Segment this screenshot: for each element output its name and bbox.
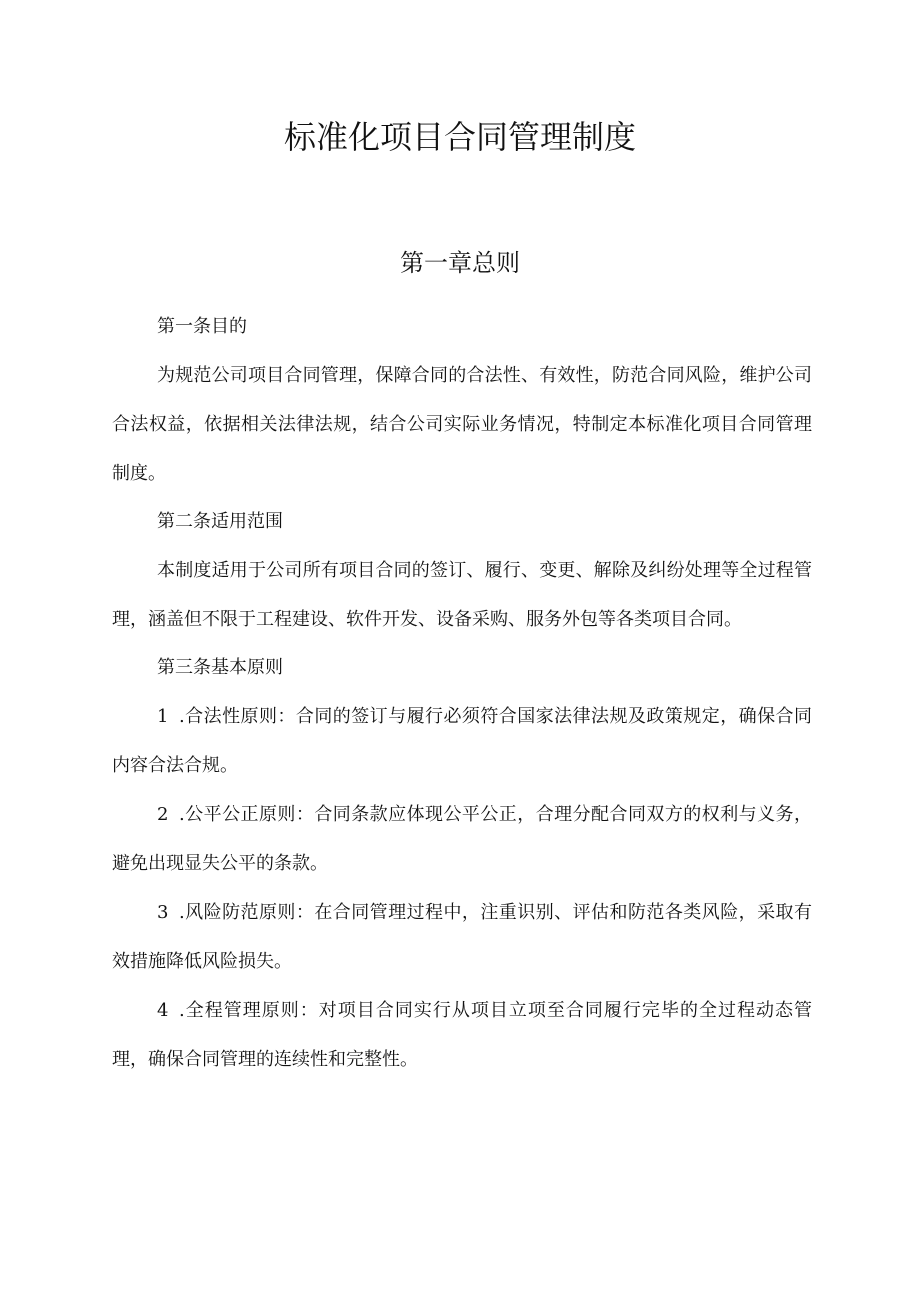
chapter-title: 第一章总则 [400, 249, 520, 277]
principle-text: .公平公正原则：合同条款应体现公平公正，合理分配合同双方的权利与义务，避免出现显失公平的条款。 [112, 804, 812, 874]
article-heading: 第一条目的 [157, 316, 247, 337]
article-2 [112, 498, 812, 644]
principle-item [112, 986, 812, 1084]
article-paragraph: 为规范公司项目合同管理，保障合同的合法性、有效性，防范合同风险，维护公司合法权益，依据相关法律法规，结合公司实际业务情况，特制定本标准化项目合同管理制度。 [112, 365, 812, 484]
article-heading: 第二条适用范围 [157, 511, 283, 532]
principle-number: 2 [157, 804, 169, 825]
principle-text: .全程管理原则：对项目合同实行从项目立项至合同履行完毕的全过程动态管理，确保合同管理的连续性和完整性。 [112, 1000, 812, 1070]
principle-number: 4 [157, 1000, 169, 1021]
article-1 [112, 303, 812, 498]
principle-number: 3 [157, 902, 169, 923]
principle-text: .合法性原则：合同的签订与履行必须符合国家法律法规及政策规定，确保合同内容合法合规。 [112, 706, 812, 776]
document-title: 标准化项目合同管理制度 [283, 118, 636, 156]
article-heading: 第三条基本原则 [157, 657, 283, 678]
principle-text: .风险防范原则：在合同管理过程中，注重识别、评估和防范各类风险，采取有效措施降低风险损失。 [112, 902, 812, 972]
document-body [112, 303, 812, 1084]
principle-item [112, 790, 812, 888]
principle-number: 1 [157, 706, 169, 727]
article-paragraph: 本制度适用于公司所有项目合同的签订、履行、变更、解除及纠纷处理等全过程管理，涵盖但不限于工程建设、软件开发、设备采购、服务外包等各类项目合同。 [112, 560, 812, 630]
principle-item [112, 692, 812, 790]
principle-item [112, 888, 812, 986]
article-3 [112, 644, 812, 1084]
